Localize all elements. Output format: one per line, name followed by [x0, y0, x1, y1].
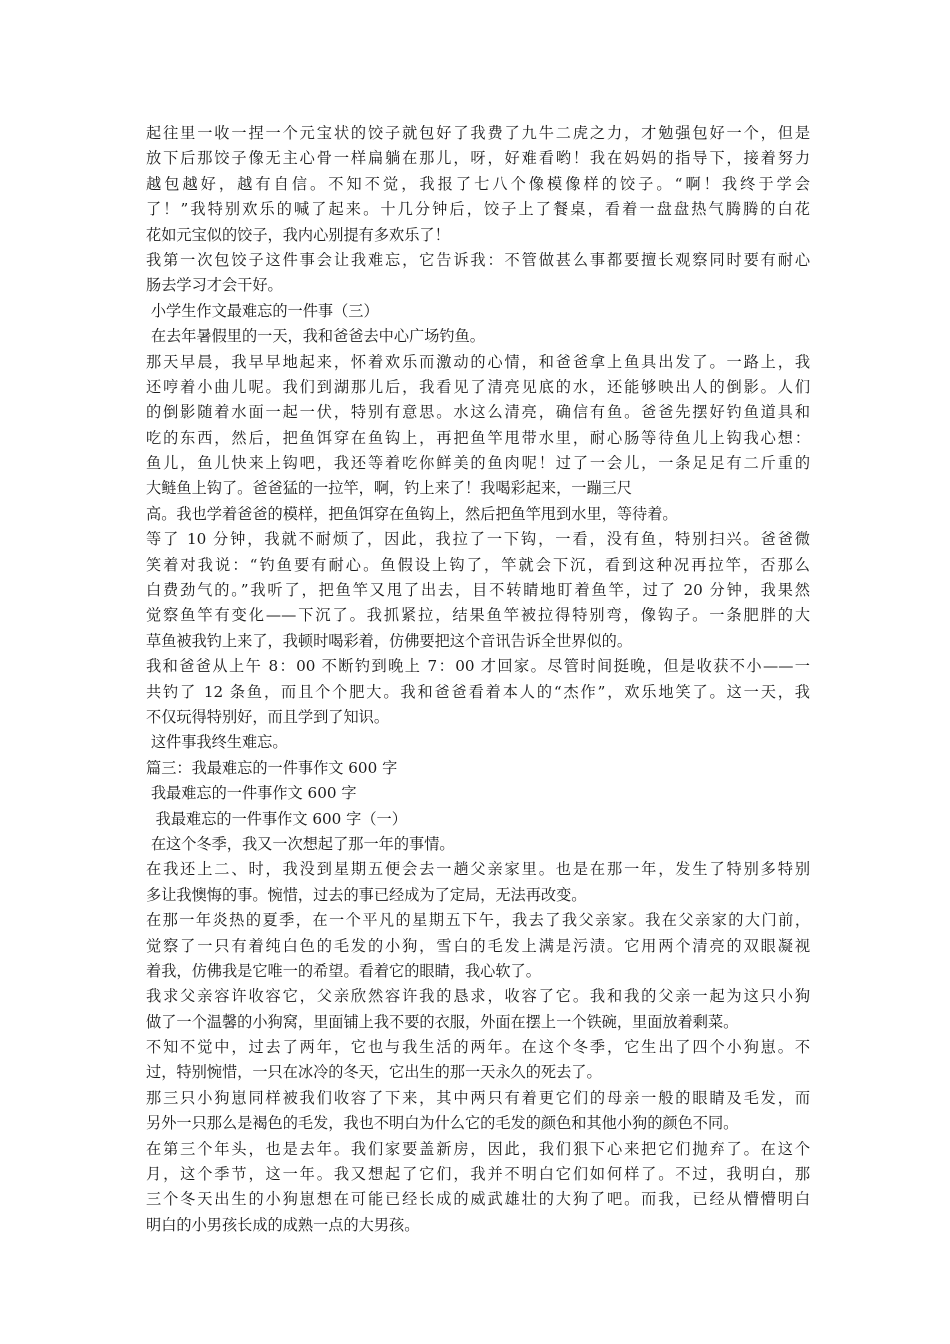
text-line: 觉察了一只有着纯白色的毛发的小狗，雪白的毛发上满是污渍。它用两个清亮的双眼凝视: [146, 936, 810, 955]
text-line: 在这个冬季，我又一次想起了那一年的事情。: [146, 834, 455, 853]
text-line: 明白的小男孩长成的成熟一点的大男孩。: [146, 1215, 420, 1234]
text-line: 那天早晨，我早早地起来，怀着欢乐而激动的心情，和爸爸拿上鱼具出发了。一路上，我: [146, 352, 810, 371]
text-line: 在我还上二、时，我没到星期五便会去一趟父亲家里。也是在那一年，发生了特别多特别: [146, 860, 810, 879]
text-line: 高。我也学着爸爸的模样，把鱼饵穿在鱼钩上，然后把鱼竿甩到水里，等待着。: [146, 504, 678, 523]
text-line: 放下后那饺子像无主心骨一样扁躺在那儿，呀，好难看哟！我在妈妈的指导下，接着努力: [146, 149, 810, 168]
text-line: 我第一次包饺子这件事会让我难忘，它告诉我：不管做甚么事都要擅长观察同时要有耐心: [146, 250, 810, 269]
text-line: 做了一个温馨的小狗窝，里面铺上我不要的衣服，外面在摆上一个铁碗，里面放着剩菜。: [146, 1012, 739, 1031]
text-line: 鱼儿，鱼儿快来上钩吧，我还等着吃你鲜美的鱼肉呢！过了一会儿，一条足足有二斤重的: [146, 454, 810, 473]
text-line: 我最难忘的一件事作文 600 字: [146, 784, 357, 803]
text-line: 笑着对我说：“钓鱼要有耐心。鱼假设上钩了，竿就会下沉，看到这种况再拉竿，否那么: [146, 555, 810, 574]
text-line: 等了 10 分钟，我就不耐烦了，因此，我拉了一下钩，一看，没有鱼，特别扫兴。爸爸微: [146, 530, 810, 549]
text-line: 小学生作文最难忘的一件事（三）: [146, 301, 379, 320]
text-line: 不仅玩得特别好，而且学到了知识。: [146, 707, 389, 726]
text-line: 多让我懊悔的事。惋惜，过去的事已经成为了定局，无法再改变。: [146, 885, 587, 904]
text-line: 起往里一收一捏一个元宝状的饺子就包好了我费了九牛二虎之力，才勉强包好一个，但是: [146, 124, 810, 142]
text-line: 不知不觉中，过去了两年，它也与我生活的两年。在这个冬季，它生出了四个小狗崽。不: [146, 1038, 810, 1057]
text-line: 共钓了 12 条鱼，而且个个肥大。我和爸爸看着本人的“杰作”，欢乐地笑了。这一天，我: [146, 682, 810, 701]
text-line: 月，这个季节，这一年。我又想起了它们，我并不明白它们如何样了。不过，我明白，那: [146, 1165, 810, 1184]
text-line: 的倒影随着水面一起一伏，特别有意思。水这么清亮，确信有鱼。爸爸先摆好钓鱼道具和: [146, 403, 810, 422]
text-line: 觉察鱼竿有变化——下沉了。我抓紧拉，结果鱼竿被拉得特别弯，像钩子。一条肥胖的大: [146, 606, 810, 625]
text-line: 过，特别惋惜，一只在冰冷的冬天，它出生的那一天永久的死去了。: [146, 1063, 602, 1082]
text-line: 越包越好，越有自信。不知不觉，我报了七八个像模像样的饺子。“啊！我终于学会: [146, 174, 810, 193]
document-body: [146, 121, 810, 1238]
text-line: 在第三个年头，也是去年。我们家要盖新房，因此，我们狠下心来把它们抛弃了。在这个: [146, 1139, 810, 1158]
text-line: 那三只小狗崽同样被我们收容了下来，其中两只有着更它们的母亲一般的眼睛及毛发，而: [146, 1088, 810, 1107]
text-line: 我求父亲容许收容它，父亲欣然容许我的恳求，收容了它。我和我的父亲一起为这只小狗: [146, 987, 810, 1006]
text-line: 还哼着小曲儿呢。我们到湖那儿后，我看见了清亮见底的水，还能够映出人的倒影。人们: [146, 377, 810, 396]
text-line: 另外一只那么是褐色的毛发，我也不明白为什么它的毛发的颜色和其他小狗的颜色不同。: [146, 1114, 739, 1133]
text-line: 白费劲气的。”我听了，把鱼竿又甩了出去，目不转睛地盯着鱼竿，过了 20 分钟，我果然: [146, 581, 810, 600]
text-line: 三个冬天出生的小狗崽想在可能已经长成的威武雄壮的大狗了吧。而我，已经从懵懵明白: [146, 1190, 810, 1209]
text-line: 吃的东西，然后，把鱼饵穿在鱼钩上，再把鱼竿甩带水里，耐心肠等待鱼儿上钩我心想：: [146, 428, 810, 447]
text-line: 在那一年炎热的夏季，在一个平凡的星期五下午，我去了我父亲家。我在父亲家的大门前，: [146, 911, 810, 930]
text-line: 肠去学习才会干好。: [146, 276, 283, 295]
text-line: 篇三：我最难忘的一件事作文 600 字: [146, 758, 398, 777]
text-line: 草鱼被我钓上来了，我顿时喝彩着，仿佛要把这个音讯告诉全世界似的。: [146, 631, 632, 650]
text-line: 花如元宝似的饺子，我内心别提有多欢乐了！: [146, 225, 450, 244]
text-line: 我最难忘的一件事作文 600 字（一）: [146, 809, 407, 828]
text-line: 这件事我终生难忘。: [146, 733, 288, 752]
text-line: 大鲢鱼上钩了。爸爸猛的一拉竿，啊，钓上来了！我喝彩起来，一蹦三尺: [146, 479, 632, 498]
text-line: 我和爸爸从上午 8：00 不断钓到晚上 7：00 才回家。尽管时间挺晚，但是收获不小——一: [146, 657, 810, 676]
text-line: 在去年暑假里的一天，我和爸爸去中心广场钓鱼。: [146, 327, 485, 346]
text-line: 着我，仿佛我是它唯一的希望。看着它的眼睛，我心软了。: [146, 961, 541, 980]
text-line: 了！”我特别欢乐的喊了起来。十几分钟后，饺子上了餐桌，看着一盘盘热气腾腾的白花: [146, 200, 810, 219]
